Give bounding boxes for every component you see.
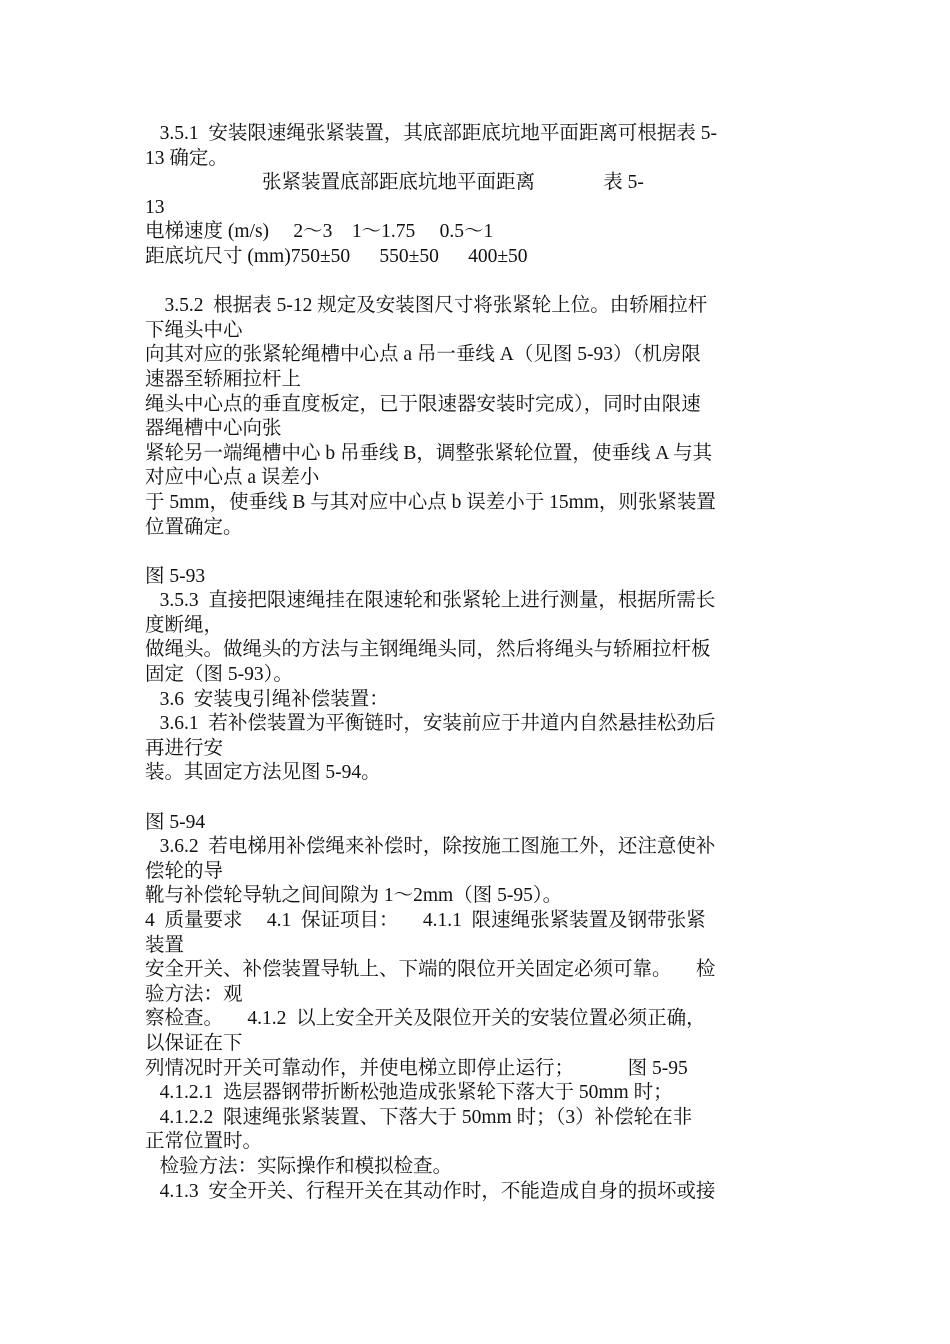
text-line: 速器至轿厢拉杆上 [145, 368, 302, 390]
text-line: 13 [145, 196, 165, 218]
text-line: 4.1.2.1 选层器钢带折断松弛造成张紧轮下落大于 50mm 时； [145, 1082, 673, 1104]
text-line: 靴与补偿轮导轨之间间隙为 1～2mm（图 5-95）。 [145, 885, 563, 907]
text-line: 位置确定。 [145, 516, 243, 538]
text-line: 偿轮的导 [145, 860, 224, 882]
text-line: 度断绳， [145, 614, 224, 636]
text-line: 装置 [145, 934, 185, 956]
text-line: 图 5-94 [145, 811, 206, 833]
text-line: 张紧装置底部距底坑地平面距离 表 5- [145, 172, 644, 194]
text-line: 检验方法：实际操作和模拟检查。 [145, 1155, 453, 1177]
document-body [145, 122, 810, 1204]
text-line: 3.5.3 直接把限速绳挂在限速轮和张紧轮上进行测量，根据所需长 [145, 590, 716, 612]
text-line: 紧轮另一端绳槽中心 b 吊垂线 B，调整张紧轮位置，使垂线 A 与其 [145, 442, 713, 464]
text-line: 正常位置时。 [145, 1131, 263, 1153]
text-line: 13 确定。 [145, 147, 228, 169]
blank-line [145, 786, 810, 811]
text-line: 3.5.1 安装限速绳张紧装置，其底部距底坑地平面距离可根据表 5- [145, 123, 717, 144]
text-line: 4.1.3 安全开关、行程开关在其动作时，不能造成自身的损坏或接 [145, 1180, 716, 1202]
text-line: 于 5mm，使垂线 B 与其对应中心点 b 误差小于 15mm，则张紧装置 [145, 491, 716, 513]
text-line: 装。其固定方法见图 5-94。 [145, 762, 381, 784]
text-line: 距底坑尺寸 (mm)750±50 550±50 400±50 [145, 245, 528, 267]
text-line: 向其对应的张紧轮绳槽中心点 a 吊一垂线 A（见图 5-93）（机房限 [145, 344, 701, 366]
text-line: 再进行安 [145, 737, 224, 759]
text-line: 器绳槽中心向张 [145, 418, 282, 440]
blank-line [145, 270, 810, 295]
text-line: 3.6.1 若补偿装置为平衡链时，安装前应于井道内自然悬挂松劲后 [145, 713, 716, 735]
text-line: 电梯速度 (m/s) 2～3 1～1.75 0.5～1 [145, 221, 494, 243]
text-line: 图 5-93 [145, 565, 206, 587]
text-line: 4.1.2.2 限速绳张紧装置、下落大于 50mm 时；（3）补偿轮在非 [145, 1106, 693, 1128]
text-line: 安全开关、补偿装置导轨上、下端的限位开关固定必须可靠。 检 [145, 959, 716, 981]
text-line: 固定（图 5-93）。 [145, 664, 293, 686]
text-line: 3.6 安装曳引绳补偿装置： [145, 688, 389, 710]
text-line: 以保证在下 [145, 1032, 243, 1054]
text-line: 察检查。 4.1.2 以上安全开关及限位开关的安装位置必须正确， [145, 1008, 706, 1030]
text-line: 验方法：观 [145, 983, 243, 1005]
text-line: 做绳头。做绳头的方法与主钢绳绳头同，然后将绳头与轿厢拉杆板 [145, 639, 711, 661]
blank-line [145, 540, 810, 565]
text-line: 3.5.2 根据表 5-12 规定及安装图尺寸将张紧轮上位。由轿厢拉杆 [145, 295, 708, 317]
text-line: 列情况时开关可靠动作，并使电梯立即停止运行； 图 5-95 [145, 1057, 688, 1079]
text-line: 对应中心点 a 误差小 [145, 467, 320, 489]
text-line: 3.6.2 若电梯用补偿绳来补偿时，除按施工图施工外，还注意使补 [145, 836, 716, 858]
text-line: 绳头中心点的垂直度板定，已于限速器安装时完成），同时由限速 [145, 393, 701, 415]
text-line: 4 质量要求 4.1 保证项目： 4.1.1 限速绳张紧装置及钢带张紧 [145, 910, 706, 931]
text-line: 下绳头中心 [145, 319, 243, 341]
